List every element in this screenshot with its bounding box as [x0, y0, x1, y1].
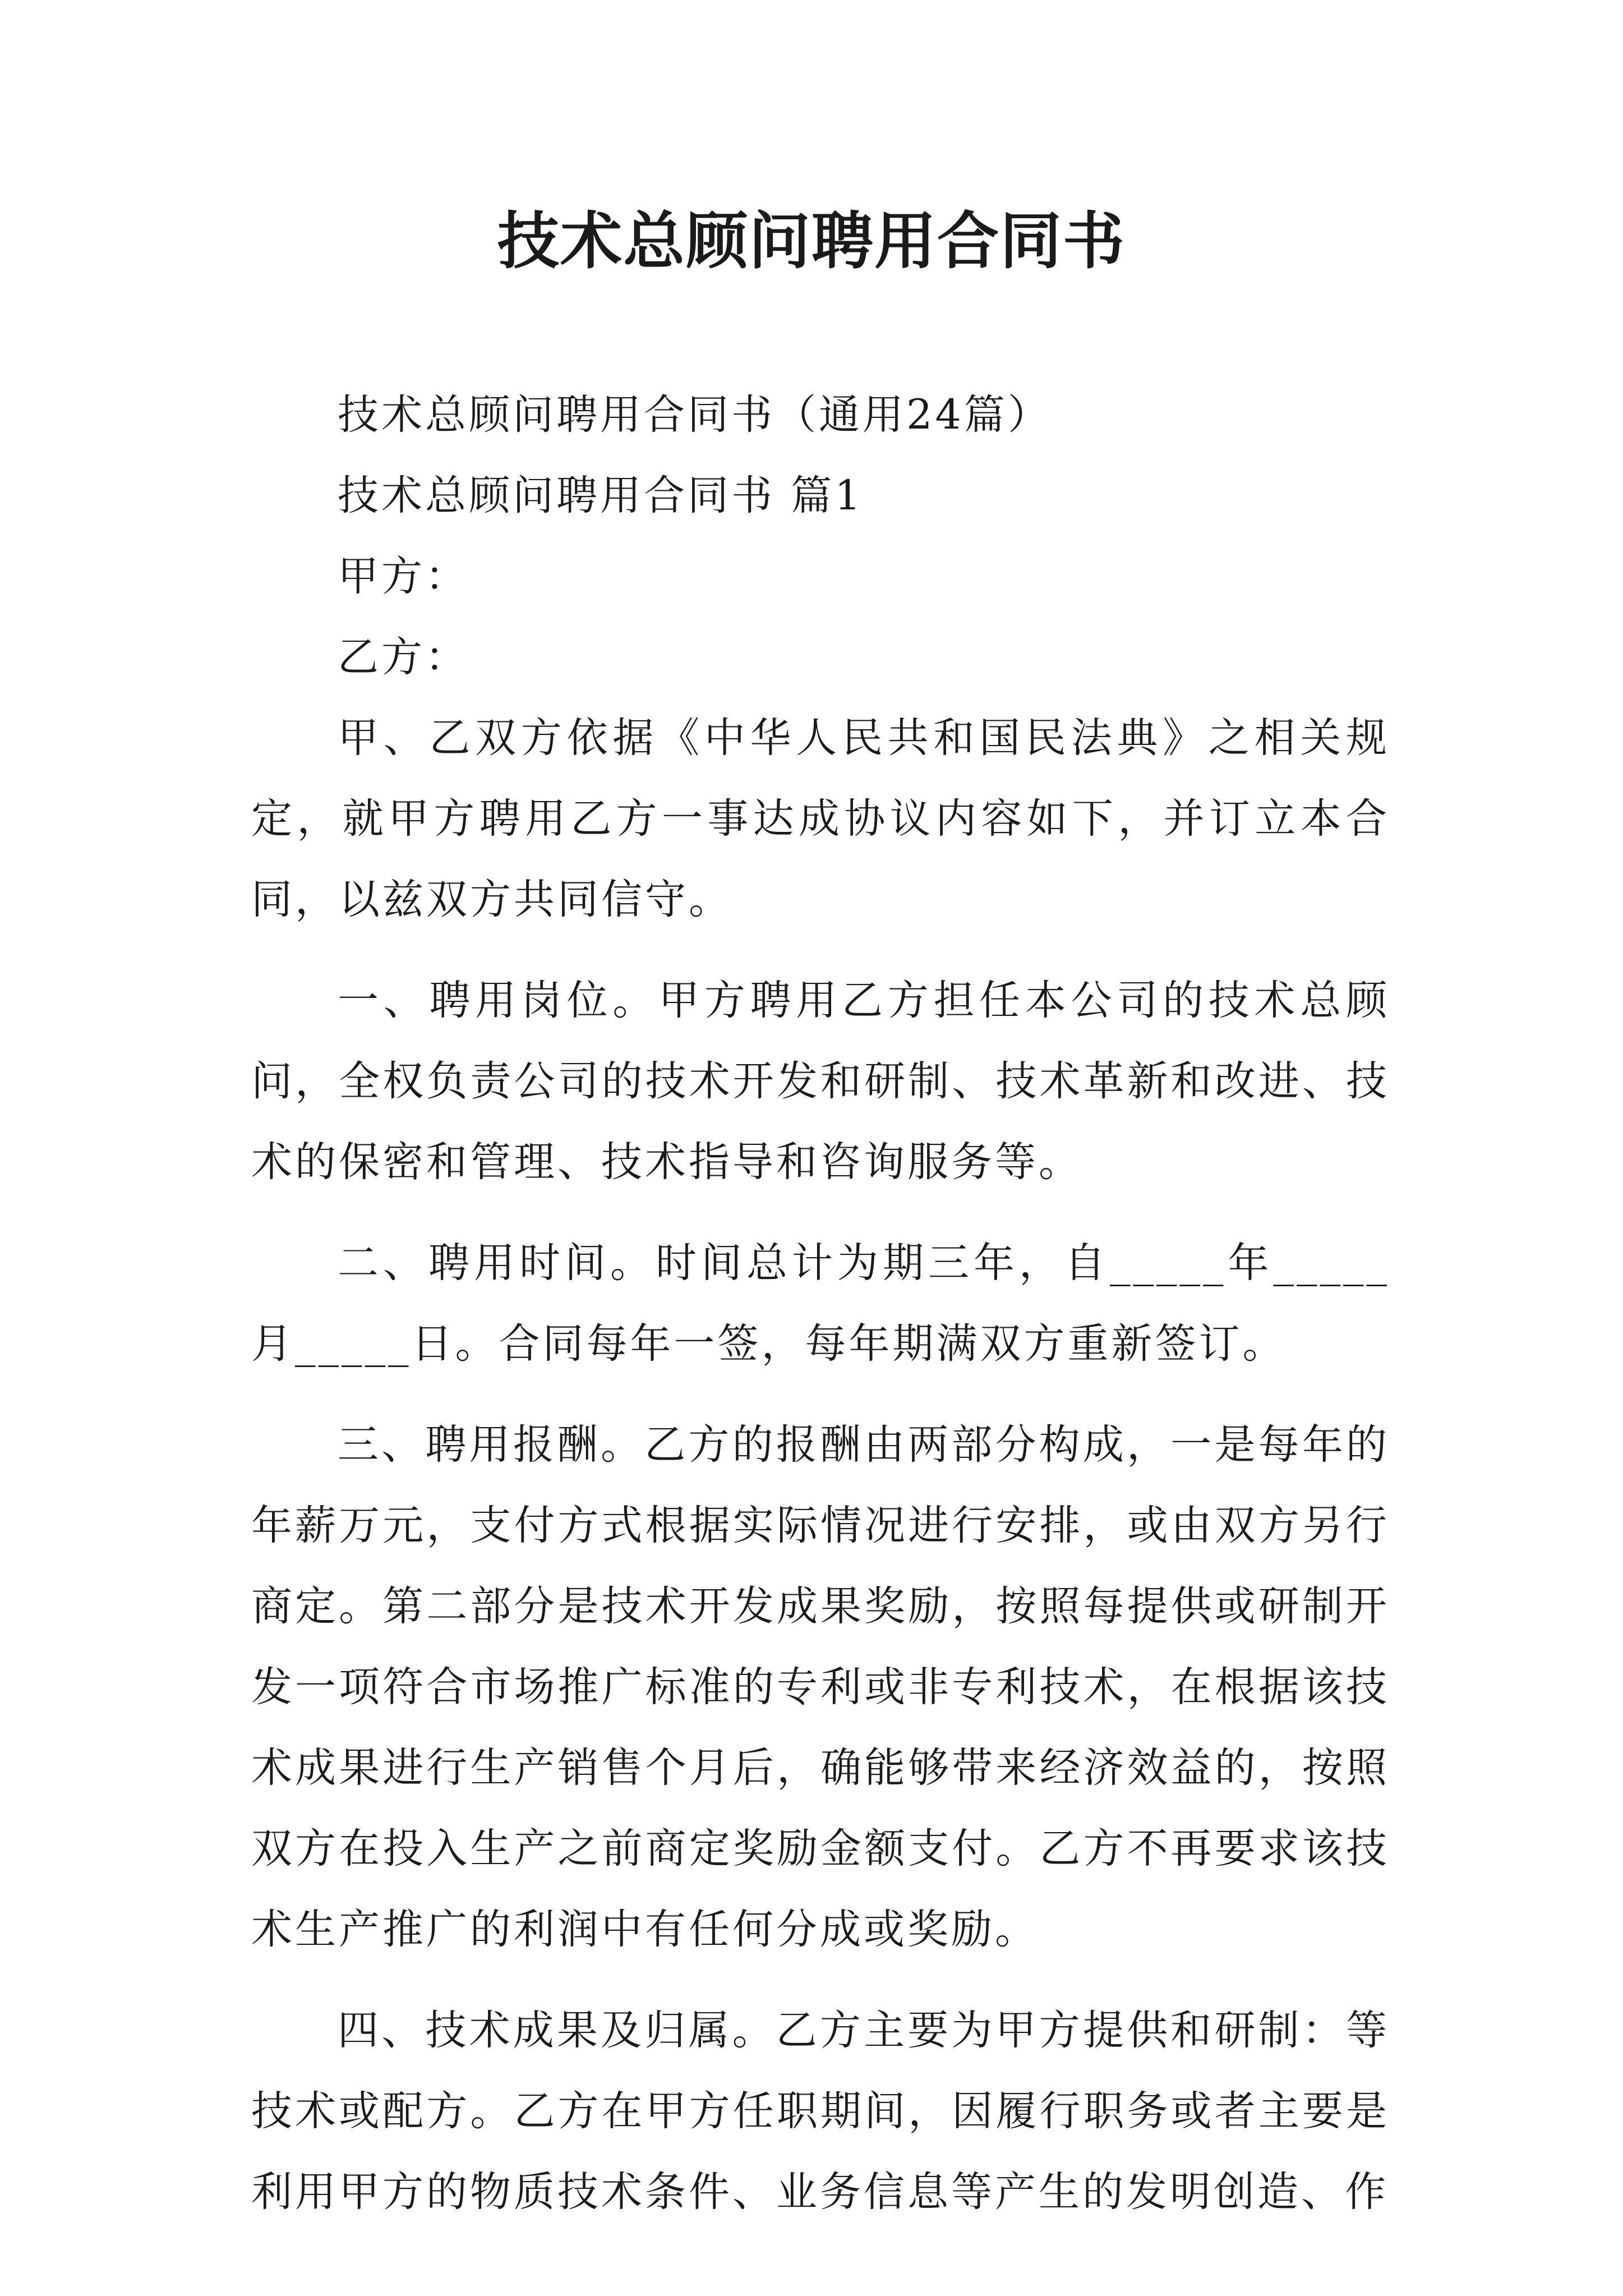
clause-ownership: 四、技术成果及归属。乙方主要为甲方提供和研制：等技术或配方。乙方在甲方任职期间，因履行职务或者主要是利用甲方的物质技术条件、业务信息等产生的发明创造、作	[251, 2007, 1390, 2216]
party-b-line: 乙方：	[338, 633, 469, 681]
clause-position: 一、聘用岗位。甲方聘用乙方担任本公司的技术总顾问，全权负责公司的技术开发和研制、技术革新和改进、技术的保密和管理、技术指导和咨询服务等。	[251, 977, 1390, 1186]
section-heading: 技术总顾问聘用合同书 篇1	[338, 472, 864, 519]
paragraph-gap	[251, 1970, 1390, 1990]
paragraph-gap	[251, 1203, 1390, 1223]
clause-remuneration: 三、聘用报酬。乙方的报酬由两部分构成，一是每年的年薪万元，支付方式根据实际情况进行安排，或由双方另行商定。第二部分是技术开发成果奖励，按照每提供或研制开发一项符合市场推广标准的专利或非专利技术，在根据该技术成果进行生产销售个月后，确能够带来经济效益的，按照双方在投入生产之前商定奖励金额支付。乙方不再要求该技术生产推广的利润中有任何分成或奖励。	[251, 1421, 1390, 1953]
subtitle-line: 技术总顾问聘用合同书（通用24篇）	[338, 391, 1052, 439]
clause-term: 二、聘用时间。时间总计为期三年，自_____年_____月_____日。合同每年一签，每年期满双方重新签订。	[251, 1239, 1390, 1368]
preamble-paragraph: 甲、乙双方依据《中华人民共和国民法典》之相关规定，就甲方聘用乙方一事达成协议内容如下，并订立本合同，以兹双方共同信守。	[251, 714, 1390, 923]
document-title: 技术总顾问聘用合同书	[497, 205, 1126, 277]
paragraph-gap	[251, 1384, 1390, 1405]
paragraph-gap	[251, 940, 1390, 960]
party-a-line: 甲方：	[338, 553, 469, 600]
document-body	[251, 375, 1390, 2233]
